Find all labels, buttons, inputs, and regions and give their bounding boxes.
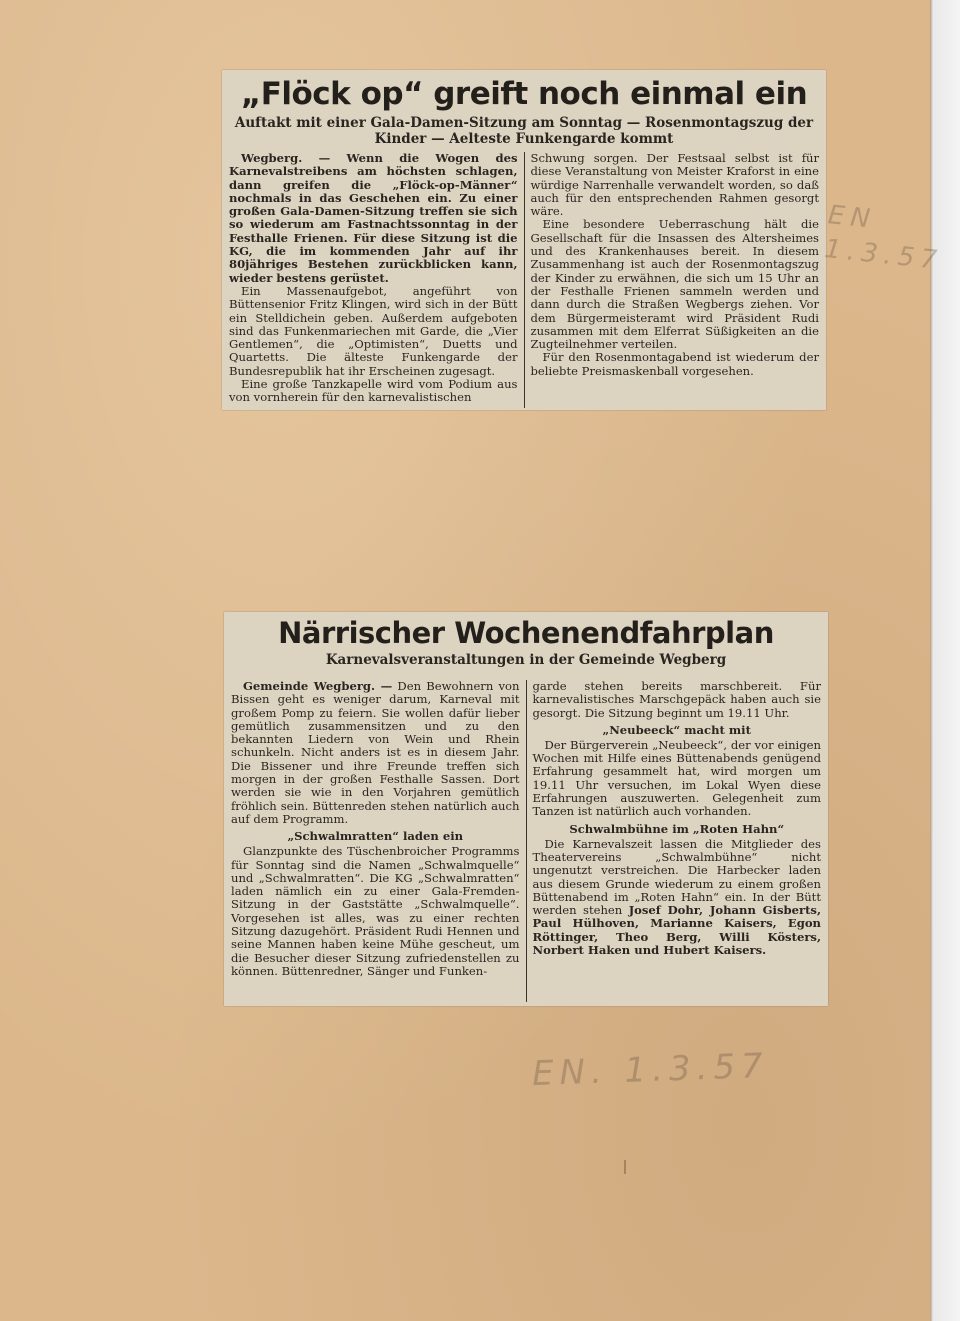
paragraph: Der Bürgerverein „Neubeeck“, der vor einigen Wochen mit Hilfe eines Büttenabends genügend Erfahrung gesammelt hat, wird morgen um 19.11 Uhr versuchen, im Lokal Wyen diese Erfahrungen auszuwerten. Gelegenheit zum Tanzen ist natürlich auch vorhanden. <box>532 737 821 819</box>
section-title: Schwalmbühne im „Roten Hahn“ <box>569 821 785 836</box>
section-title: „Schwalmratten“ laden ein <box>287 829 464 844</box>
paragraph: Glanzpunkte des Tüschenbroicher Programms für Sonntag sind die Namen „Schwalmquelle“ und „Schwalmratten“. Die KG „Schwalmratten“ laden nämlich ein zu einer Gala-Fremden-Sitzung in der Gaststätte „Schwalmquelle“. Vorgesehen ist alles, was zu einer rechten Sitzung dazugehört. Präsident Rudi Hennen und seine Mannen haben keine Mühe gescheut, um die Besucher dieser Sitzung zufriedenstellen zu können. Büttenredner, Sänger und Funken- <box>231 844 520 978</box>
lead-text: Den Bewohnern von Bissen geht es weniger darum, Karneval mit großem Pomp zu feiern. Sie wollen dafür lieber gemütlich zusammensitzen und zu den bekannten Liedern von Wein und Rhein schunkeln. Nicht anders ist es in diesem Jahr. Die Bissener und ihre Freunde treffen sich morgen in der großen Festhalle Sassen. Dort werden sie wie in den Vorjahren gemütlich fröhlich sein. Büttenreden stehen natürlich auch auf dem Programm. <box>231 680 520 826</box>
paragraph: Eine große Tanzkapelle wird vom Podium aus von vornherein für den karnevalistischen <box>229 377 518 405</box>
article-columns <box>228 680 824 1002</box>
paragraph: Ein Massenaufgebot, angeführt von Büttensenior Fritz Klingen, wird sich in der Bütt ein Stelldichein geben. Außerdem aufgeboten sind das Funkenmariechen mit Garde, die „Vier Gentlemen“, die „Optimisten“, Duetts und Quartetts. Die älteste Funkengarde der Bundesrepublik hat ihr Erscheinen zugesagt. <box>229 283 518 378</box>
dateline: Gemeinde Wegberg. — <box>243 680 393 693</box>
column-right <box>524 152 823 408</box>
paragraph: Eine besondere Ueberraschung hält die Gesellschaft für die Insassen des Altersheimes und des Krankenhauses bereit. In diesem Zusammenhang ist auch der Rosenmontagszug der Kinder zu erwähnen, die sich um 15 Uhr an der Festhalle Frienen sammeln werden und dann durch die Straßen Wegbergs ziehen. Vor dem Bürgermeisteramt wird Präsident Rudi zusammen mit dem Elferrat Süßigkeiten an die Zugteilnehmer verteilen. <box>530 217 819 352</box>
section-title: „Neubeeck“ macht mit <box>602 722 751 737</box>
paragraph <box>533 838 822 958</box>
clipping-wochenendfahrplan <box>224 612 828 1006</box>
lead-paragraph: Wegberg. — Wenn die Wogen des Karnevalstreibens am höchsten schlagen, dann greifen die „Flöck-op-Männer“ nochmals in das Geschehen ein. Zu einer großen Gala-Damen-Sitzung treffen sie sich so wiederum am Fastnachtssonntag in der Festhalle Frienen. Für diese Sitzung ist die KG, die im kommenden Jahr auf ihr 80jähriges Bestehen zurückblicken kann, wieder bestens gerüstet. <box>229 152 518 285</box>
headline-wochenendfahrplan: Närrischer Wochenendfahrplan <box>278 616 774 650</box>
handwritten-note-bottom: EN. 1.3.57 <box>531 1045 770 1095</box>
pencil-mark <box>624 1160 626 1174</box>
column-right <box>526 680 825 1002</box>
column-left <box>226 152 521 408</box>
subhead-flock-op: Auftakt mit einer Gala-Damen-Sitzung am Sonntag — Rosenmontagszug der Kinder — Aelteste Funkengarde kommt <box>234 115 814 147</box>
paragraph: Für den Rosenmontagabend ist wiederum der beliebte Preismaskenball vorgesehen. <box>530 350 819 378</box>
article-columns <box>226 152 822 408</box>
lead-paragraph <box>231 680 520 826</box>
column-left <box>228 680 523 1002</box>
clipping-flock-op <box>222 70 826 410</box>
subhead-wochenendfahrplan: Karnevalsveranstaltungen in der Gemeinde Wegberg <box>325 652 727 668</box>
paragraph: garde stehen bereits marschbereit. Für karnevalistisches Marschgepäck haben auch sie gesorgt. Die Sitzung beginnt um 19.11 Uhr. <box>532 680 821 720</box>
scan-margin <box>930 0 960 1321</box>
names-list: Josef Dohr, Johann Gisberts, Paul Hülhoven, Marianne Kaisers, Egon Röttinger, Theo Berg, Willi Kösters, Norbert Haken und Hubert Kaisers. <box>532 903 821 958</box>
paragraph-text: Die Karnevalszeit lassen die Mitglieder des Theatervereins „Schwalmbühne“ nicht ungenutzt verstreichen. Die Harbecker laden aus diesem Grunde wiederum zu einem großen Büttenabend im „Roten Hahn“ ein. In der Bütt werden stehen <box>532 836 821 918</box>
handwritten-note-side: EN 1.3.57 <box>823 200 945 277</box>
headline-flock-op: „Flöck op“ greift noch einmal ein <box>240 76 808 112</box>
paragraph: Schwung sorgen. Der Festsaal selbst ist für diese Veranstaltung von Meister Kraforst in eine würdige Narrenhalle verwandelt worden, so daß auch für den entsprechenden Rahmen gesorgt wäre. <box>530 152 819 219</box>
